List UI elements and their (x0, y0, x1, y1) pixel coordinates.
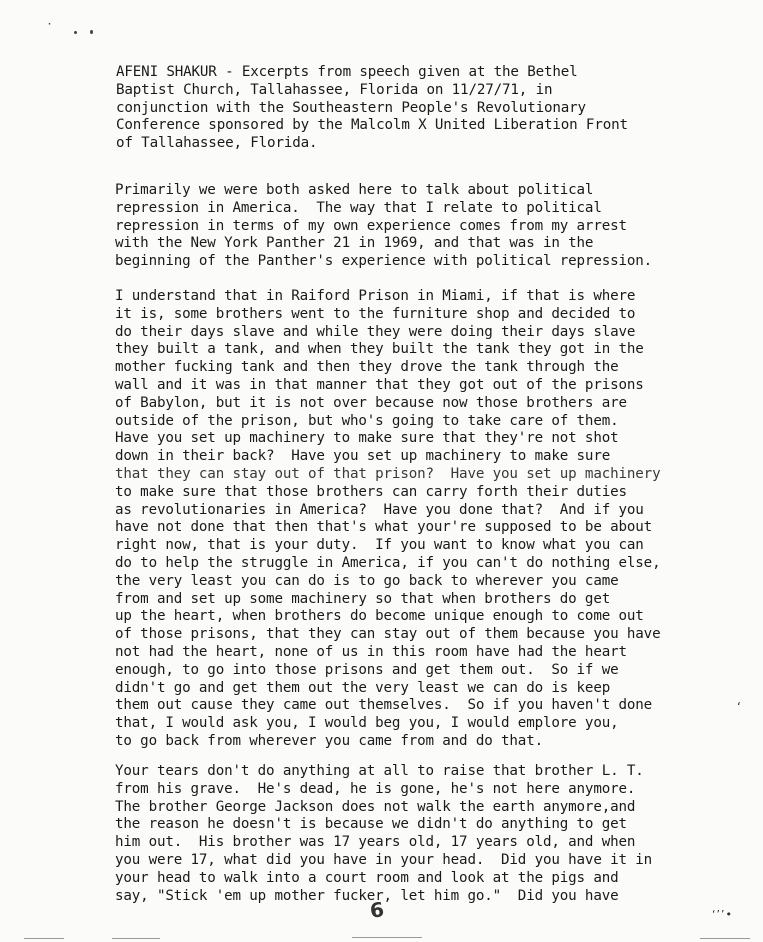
text-line: them out cause they came out themselves. So if you haven't done (115, 697, 653, 714)
text-line: not had the heart, none of us in this room have had the heart (115, 643, 627, 660)
scan-artifact (700, 938, 750, 939)
heading-line: of Tallahassee, Florida. (116, 135, 318, 152)
text-line: to go back from wherever you came from and do that. (115, 732, 543, 749)
text-line: enough, to go into those prisons and get them out. So if we (115, 661, 619, 678)
text-line: of Babylon, but it is not over because now those brothers are (115, 394, 627, 411)
text-line: you were 17, what did you have in your head. Did you have it in (115, 851, 653, 868)
heading-line: Conference sponsored by the Malcolm X United Liberation Front (116, 117, 628, 134)
body-paragraph (115, 763, 755, 905)
text-line: your head to walk into a court room and look at the pigs and (115, 869, 619, 886)
document-heading (116, 64, 736, 153)
text-line: with the New York Panther 21 in 1969, and that was in the (115, 235, 594, 252)
text-line: repression in America. The way that I relate to political (115, 199, 602, 216)
text-line: outside of the prison, but who's going to take care of them. (115, 412, 619, 429)
text-line: have not done that then that's what your're supposed to be about (115, 519, 653, 536)
text-line: from his grave. He's dead, he is gone, he's not here anymore. (115, 780, 636, 797)
text-line: the reason he doesn't is because we didn't do anything to get (115, 816, 627, 833)
text-line: Primarily we were both asked here to talk about political (115, 182, 594, 198)
scan-mark: ‘’’• (712, 908, 733, 921)
scan-artifact (352, 937, 422, 938)
heading-line: AFENI SHAKUR - Excerpts from speech given at the Bethel (116, 64, 578, 80)
heading-line: Baptist Church, Tallahassee, Florida on 11/27/71, in (116, 81, 553, 98)
text-line: Your tears don't do anything at all to raise that brother L. T. (115, 763, 644, 779)
heading-line: conjunction with the Southeastern People's Revolutionary (116, 99, 586, 116)
scan-mark: ˙ (46, 22, 53, 38)
scan-artifact (24, 938, 64, 939)
text-line: they built a tank, and when they built the tank they got in the (115, 341, 644, 358)
text-line: say, "Stick 'em up mother fucker, let him go." Did you have (115, 887, 619, 904)
text-line: wall and it was in that manner that they got out of the prisons (115, 376, 644, 393)
text-line: from and set up some machinery so that when brothers do get (115, 590, 611, 607)
text-line: repression in terms of my own experience comes from my arrest (115, 217, 627, 234)
text-line: I understand that in Raiford Prison in Miami, if that is where (115, 288, 636, 304)
text-line: Have you set up machinery to make sure that they're not shot (115, 430, 619, 447)
text-line: right now, that is your duty. If you want to know what you can (115, 537, 644, 554)
body-paragraph (115, 288, 755, 751)
text-line: beginning of the Panther's experience with political repression. (115, 253, 653, 270)
text-line: mother fucking tank and then they drove the tank through the (115, 359, 619, 376)
scan-mark: ‘ (737, 700, 741, 714)
text-line: up the heart, when brothers do become unique enough to come out (115, 608, 644, 625)
scan-artifact (112, 938, 160, 939)
text-line: The brother George Jackson does not walk the earth anymore,and (115, 798, 636, 815)
text-line: of those prisons, that they can stay out of them because you have (115, 626, 661, 643)
text-line: him out. His brother was 17 years old, 17 years old, and when (115, 834, 636, 851)
text-line: didn't go and get them out the very least we can do is keep (115, 679, 611, 696)
scan-mark (74, 31, 77, 34)
text-line: down in their back? Have you set up machinery to make sure (115, 448, 611, 465)
scan-mark (90, 30, 93, 34)
text-line: that they can stay out of that prison? Have you set up machinery (115, 465, 661, 482)
text-line: the very least you can do is to go back to wherever you came (115, 572, 619, 589)
text-line: do to help the struggle in America, if you can't do nothing else, (115, 554, 661, 571)
text-line: to make sure that those brothers can carry forth their duties (115, 483, 627, 500)
handwritten-page-mark: 6 (368, 897, 386, 923)
text-line: as revolutionaries in America? Have you done that? And if you (115, 501, 644, 518)
body-paragraph (115, 182, 755, 271)
text-line: that, I would ask you, I would beg you, I would emplore you, (115, 715, 619, 732)
text-line: do their days slave and while they were doing their days slave (115, 323, 636, 340)
text-line: it is, some brothers went to the furniture shop and decided to (115, 305, 636, 322)
